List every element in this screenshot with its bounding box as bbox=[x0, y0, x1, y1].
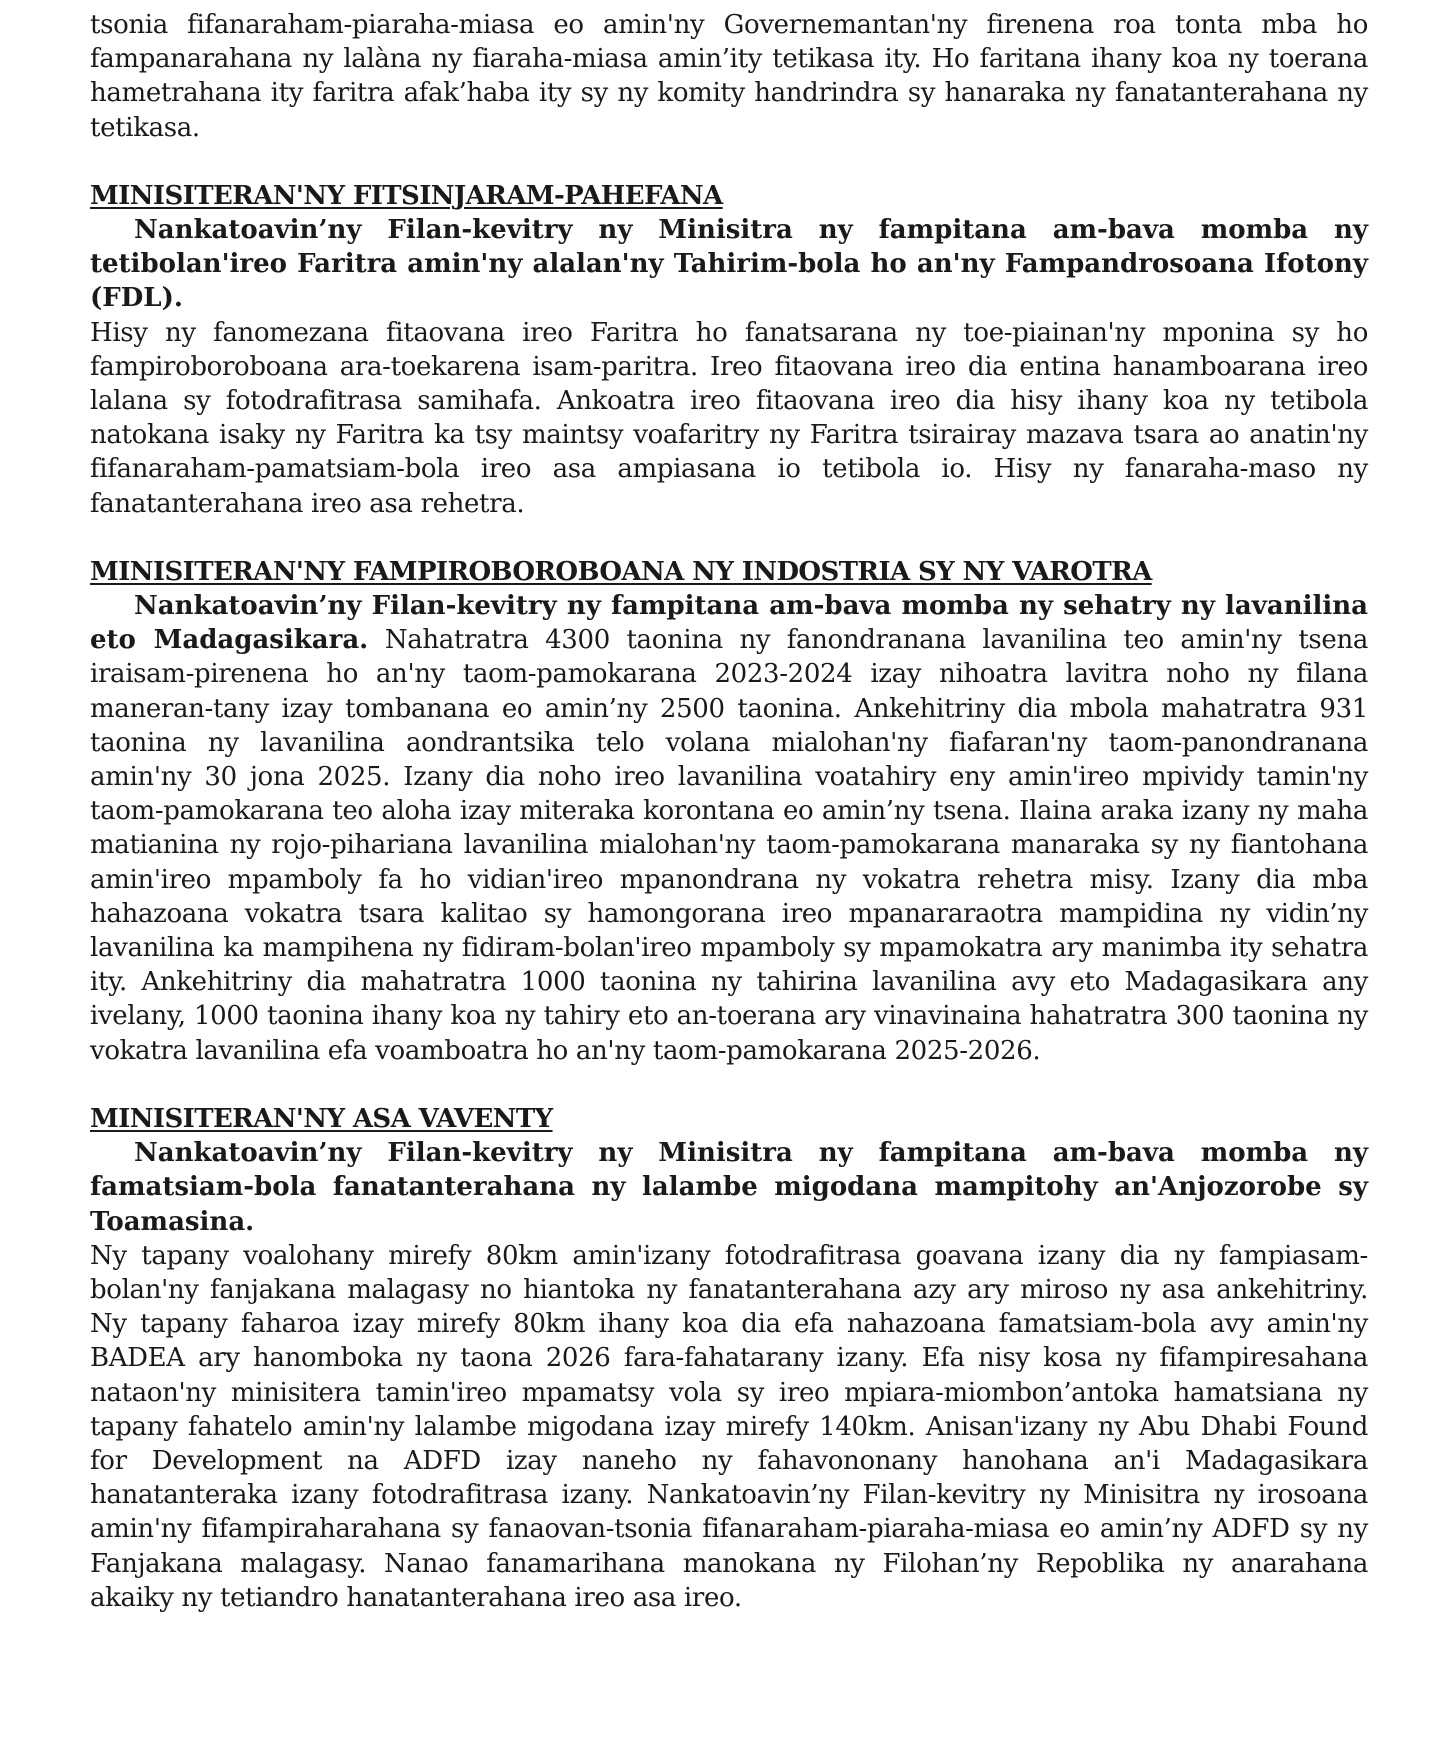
section-asa-vaventy bbox=[90, 1102, 1368, 1615]
section-paragraph bbox=[90, 589, 1368, 1068]
section-fitsinjaram-pahefana bbox=[90, 179, 1368, 521]
section-body: Nahatratra 4300 taonina ny fanondranana lavanilina teo amin'ny tsena iraisam-pirenena ho an'ny taom-pamokarana 2023-2024 izay nihoatra lavitra noho ny filana maneran-tany izay tombanana eo amin’ny 2500 taonina. Ankehitriny dia mbola mahatratra 931 taonina ny lavanilina aondrantsika telo volana mialohan'ny fiafaran'ny taom-panondranana amin'ny 30 jona 2025. Izany dia noho ireo lavanilina voatahiry eny amin'ireo mpividy tamin'ny taom-pamokarana teo aloha izay miteraka korontana eo amin’ny tsena. Ilaina araka izany ny maha matianina ny rojo-pihariana lavanilina mialohan'ny taom-pamokarana manaraka sy ny fiantohana amin'ireo mpamboly fa ho vidian'ireo mpanondrana ny vokatra rehetra misy. Izany dia mba hahazoana vokatra tsara kalitao sy hamongorana ireo mpanararaotra mampidina ny vidin’ny lavanilina ka mampihena ny fidiram-bolan'ireo mpamboly sy mpamokatra ary manimba ity sehatra ity. Ankehitriny dia mahatratra 1000 taonina ny tahirina lavanilina avy eto Madagasikara any ivelany, 1000 taonina ihany koa ny tahiry eto an-toerana ary vinavinaina hahatratra 300 taonina ny vokatra lavanilina efa voamboatra ho an'ny taom-pamokarana 2025-2026. bbox=[90, 625, 1368, 1066]
section-lead: Nankatoavin’ny Filan-kevitry ny Minisitra ny fampitana am-bava momba ny tetibolan'ireo Faritra amin'ny alalan'ny Tahirim-bola ho an'ny Fampandrosoana Ifotony (FDL). bbox=[90, 215, 1368, 314]
section-heading: MINISITERAN'NY ASA VAVENTY bbox=[90, 1103, 553, 1134]
document-page bbox=[90, 8, 1368, 1615]
section-body: Ny tapany voalohany mirefy 80km amin'izany fotodrafitrasa goavana izany dia ny fampiasam-bolan'ny fanjakana malagasy no hiantoka ny fanatanterahana azy ary miroso ny asa ankehitriny. Ny tapany faharoa izay mirefy 80km ihany koa dia efa nahazoana famatsiam-bola avy amin'ny BADEA ary hanomboka ny taona 2026 fara-fahatarany izany. Efa nisy kosa ny fifampiresahana nataon'ny minisitera tamin'ireo mpamatsy vola sy ireo mpiara-miombon’antoka hamatsiana ny tapany fahatelo amin'ny lalambe migodana izay mirefy 140km. Anisan'izany ny Abu Dhabi Found for Development na ADFD izay naneho ny fahavononany hanohana an'i Madagasikara hanatanteraka izany fotodrafitrasa izany. Nankatoavin’ny Filan-kevitry ny Minisitra ny irosoana amin'ny fifampiraharahana sy fanaovan-tsonia fifanaraham-piaraha-miasa eo amin’ny ADFD sy ny Fanjakana malagasy. Nanao fanamarihana manokana ny Filohan’ny Repoblika ny anarahana akaiky ny tetiandro hanatanterahana ireo asa ireo. bbox=[90, 1240, 1368, 1613]
section-lead: Nankatoavin’ny Filan-kevitry ny Minisitra ny fampitana am-bava momba ny famatsiam-bola fanatanterahana ny lalambe migodana mampitohy an'Anjozorobe sy Toamasina. bbox=[90, 1138, 1368, 1237]
section-heading: MINISITERAN'NY FITSINJARAM-PAHEFANA bbox=[90, 180, 723, 211]
intro-paragraph: tsonia fifanaraham-piaraha-miasa eo amin'ny Governemantan'ny firenena roa tonta mba ho fampanarahana ny lalàna ny fiaraha-miasa amin’ity tetikasa ity. Ho faritana ihany koa ny toerana hametrahana ity faritra afak’haba ity sy ny komity handrindra sy hanaraka ny fanatanterahana ny tetikasa. bbox=[90, 10, 1368, 143]
section-lead: Nankatoavin’ny Filan-kevitry ny fampitana am-bava momba ny sehatry ny lavanilina eto Madagasikara. bbox=[90, 591, 1368, 656]
section-indostria-varotra bbox=[90, 555, 1368, 1068]
section-heading: MINISITERAN'NY FAMPIROBOROBOANA NY INDOSTRIA SY NY VAROTRA bbox=[90, 556, 1152, 587]
section-body: Hisy ny fanomezana fitaovana ireo Faritra ho fanatsarana ny toe-piainan'ny mponina sy ho fampiroboroboana ara-toekarena isam-paritra. Ireo fitaovana ireo dia entina hanamboarana ireo lalana sy fotodrafitrasa samihafa. Ankoatra ireo fitaovana ireo dia hisy ihany koa ny tetibola natokana isaky ny Faritra ka tsy maintsy voafaritry ny Faritra tsirairay mazava tsara ao anatin'ny fifanaraham-pamatsiam-bola ireo asa ampiasana io tetibola io. Hisy ny fanaraha-maso ny fanatanterahana ireo asa rehetra. bbox=[90, 317, 1368, 519]
